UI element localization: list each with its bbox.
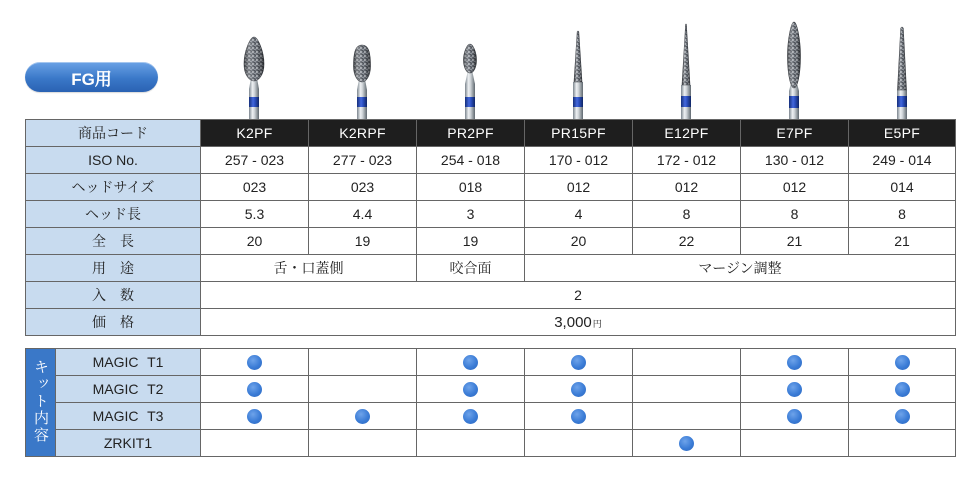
spec-row-head-length: [26, 201, 956, 228]
bur-color-band: [465, 97, 475, 107]
usage-cell: 咬合面: [417, 255, 525, 282]
kit-cell: [741, 430, 849, 457]
kit-cell: [741, 349, 849, 376]
kit-cell: [525, 376, 633, 403]
iso-cell: 257 - 023: [201, 147, 309, 174]
row-label-quantity: 入 数: [26, 282, 201, 309]
included-dot: [787, 409, 802, 424]
kit-contents-title-text: キット内容: [32, 359, 49, 444]
product-code-header: E7PF: [741, 120, 849, 147]
included-dot: [463, 409, 478, 424]
kit-cell: [849, 376, 956, 403]
included-dot: [355, 409, 370, 424]
fg-badge-label: FG用: [71, 69, 112, 89]
head-size-cell: 012: [633, 174, 741, 201]
kit-cell: [525, 349, 633, 376]
kit-cell: [633, 430, 741, 457]
row-label-head-size: ヘッドサイズ: [26, 174, 201, 201]
kit-cell: [417, 403, 525, 430]
included-dot: [679, 436, 694, 451]
included-dot: [247, 382, 262, 397]
bur-head-shading: [574, 31, 582, 82]
bur-image-k2rpf: [354, 45, 371, 119]
quantity-cell: 2: [201, 282, 956, 309]
bur-image-pr15pf: [573, 31, 583, 119]
kit-cell: [309, 376, 417, 403]
included-dot: [787, 382, 802, 397]
spec-row-head-size: [26, 174, 956, 201]
bur-color-band: [789, 96, 799, 108]
head-length-cell: 8: [741, 201, 849, 228]
price-unit: 円: [592, 318, 602, 329]
product-code-header: K2PF: [201, 120, 309, 147]
head-length-cell: 5.3: [201, 201, 309, 228]
head-length-cell: 8: [849, 201, 956, 228]
bur-image-pr2pf: [464, 44, 477, 119]
included-dot: [895, 382, 910, 397]
bur-image-e7pf: [788, 22, 801, 119]
total-length-cell: 21: [741, 228, 849, 255]
kit-cell: [417, 376, 525, 403]
kit-cell: [309, 349, 417, 376]
spec-row-price: [26, 309, 956, 336]
kit-contents-table: [25, 348, 956, 457]
included-dot: [247, 409, 262, 424]
kit-name: ZRKIT1: [56, 430, 201, 457]
kit-cell: [849, 430, 956, 457]
bur-color-band: [357, 97, 367, 107]
bur-head-shading: [788, 22, 801, 88]
kit-cell: [309, 430, 417, 457]
spec-row-quantity: [26, 282, 956, 309]
total-length-cell: 20: [201, 228, 309, 255]
included-dot: [463, 382, 478, 397]
iso-cell: 277 - 023: [309, 147, 417, 174]
kit-cell: [525, 430, 633, 457]
kit-row: [26, 349, 956, 376]
bur-head-shading: [682, 24, 690, 85]
spec-row-usage: [26, 255, 956, 282]
kit-cell: [633, 349, 741, 376]
kit-name: MAGIC T2: [56, 376, 201, 403]
kit-cell: [633, 403, 741, 430]
included-dot: [463, 355, 478, 370]
kit-cell: [201, 349, 309, 376]
head-length-cell: 3: [417, 201, 525, 228]
kit-cell: [849, 403, 956, 430]
spec-table: [25, 119, 956, 336]
bur-color-band: [249, 97, 259, 107]
spec-row-total-length: [26, 228, 956, 255]
price-value: 3,000: [554, 313, 592, 331]
bur-image-e12pf: [681, 24, 691, 119]
kit-cell: [849, 349, 956, 376]
row-label-price: 価 格: [26, 309, 201, 336]
bur-image-e5pf: [897, 27, 907, 119]
kit-cell: [201, 403, 309, 430]
included-dot: [787, 355, 802, 370]
kit-row: [26, 403, 956, 430]
bur-head-shading: [354, 45, 371, 82]
head-length-cell: 8: [633, 201, 741, 228]
bur-color-band: [897, 96, 907, 107]
bur-images: [200, 15, 956, 119]
kit-cell: [201, 430, 309, 457]
head-size-cell: 012: [525, 174, 633, 201]
kit-contents-title: [26, 349, 56, 457]
kit-cell: [741, 376, 849, 403]
product-code-header: PR2PF: [417, 120, 525, 147]
price-cell: [201, 309, 956, 336]
row-label-total-length: 全 長: [26, 228, 201, 255]
kit-cell: [201, 376, 309, 403]
kit-name: MAGIC T3: [56, 403, 201, 430]
iso-cell: 170 - 012: [525, 147, 633, 174]
kit-cell: [309, 403, 417, 430]
kit-name: MAGIC T1: [56, 349, 201, 376]
head-size-cell: 023: [201, 174, 309, 201]
head-size-cell: 023: [309, 174, 417, 201]
included-dot: [571, 355, 586, 370]
total-length-cell: 20: [525, 228, 633, 255]
product-code-header: E12PF: [633, 120, 741, 147]
head-length-cell: 4.4: [309, 201, 417, 228]
kit-cell: [417, 349, 525, 376]
head-length-cell: 4: [525, 201, 633, 228]
row-label-iso: ISO No.: [26, 147, 201, 174]
usage-cell: マージン調整: [525, 255, 956, 282]
bur-color-band: [681, 96, 691, 107]
bur-image-k2pf: [244, 37, 264, 119]
iso-cell: 249 - 014: [849, 147, 956, 174]
included-dot: [571, 409, 586, 424]
bur-color-band: [573, 97, 583, 107]
total-length-cell: 21: [849, 228, 956, 255]
kit-cell: [741, 403, 849, 430]
iso-cell: 254 - 018: [417, 147, 525, 174]
included-dot: [895, 355, 910, 370]
included-dot: [247, 355, 262, 370]
product-code-header: E5PF: [849, 120, 956, 147]
kit-cell: [633, 376, 741, 403]
included-dot: [571, 382, 586, 397]
iso-cell: 130 - 012: [741, 147, 849, 174]
usage-cell: 舌・口蓋側: [201, 255, 417, 282]
kit-row: [26, 430, 956, 457]
kit-cell: [417, 430, 525, 457]
row-label-product-code: 商品コード: [26, 120, 201, 147]
row-label-usage: 用 途: [26, 255, 201, 282]
iso-cell: 172 - 012: [633, 147, 741, 174]
fg-badge: [25, 62, 158, 92]
total-length-cell: 19: [417, 228, 525, 255]
kit-row: [26, 376, 956, 403]
bur-head-shading: [244, 37, 264, 81]
bur-head-shading: [464, 44, 477, 73]
row-label-head-length: ヘッド長: [26, 201, 201, 228]
product-code-header: K2RPF: [309, 120, 417, 147]
head-size-cell: 014: [849, 174, 956, 201]
head-size-cell: 012: [741, 174, 849, 201]
spec-row-iso: [26, 147, 956, 174]
included-dot: [895, 409, 910, 424]
total-length-cell: 19: [309, 228, 417, 255]
head-size-cell: 018: [417, 174, 525, 201]
total-length-cell: 22: [633, 228, 741, 255]
kit-cell: [525, 403, 633, 430]
product-code-header: PR15PF: [525, 120, 633, 147]
spec-row-product-code: [26, 120, 956, 147]
